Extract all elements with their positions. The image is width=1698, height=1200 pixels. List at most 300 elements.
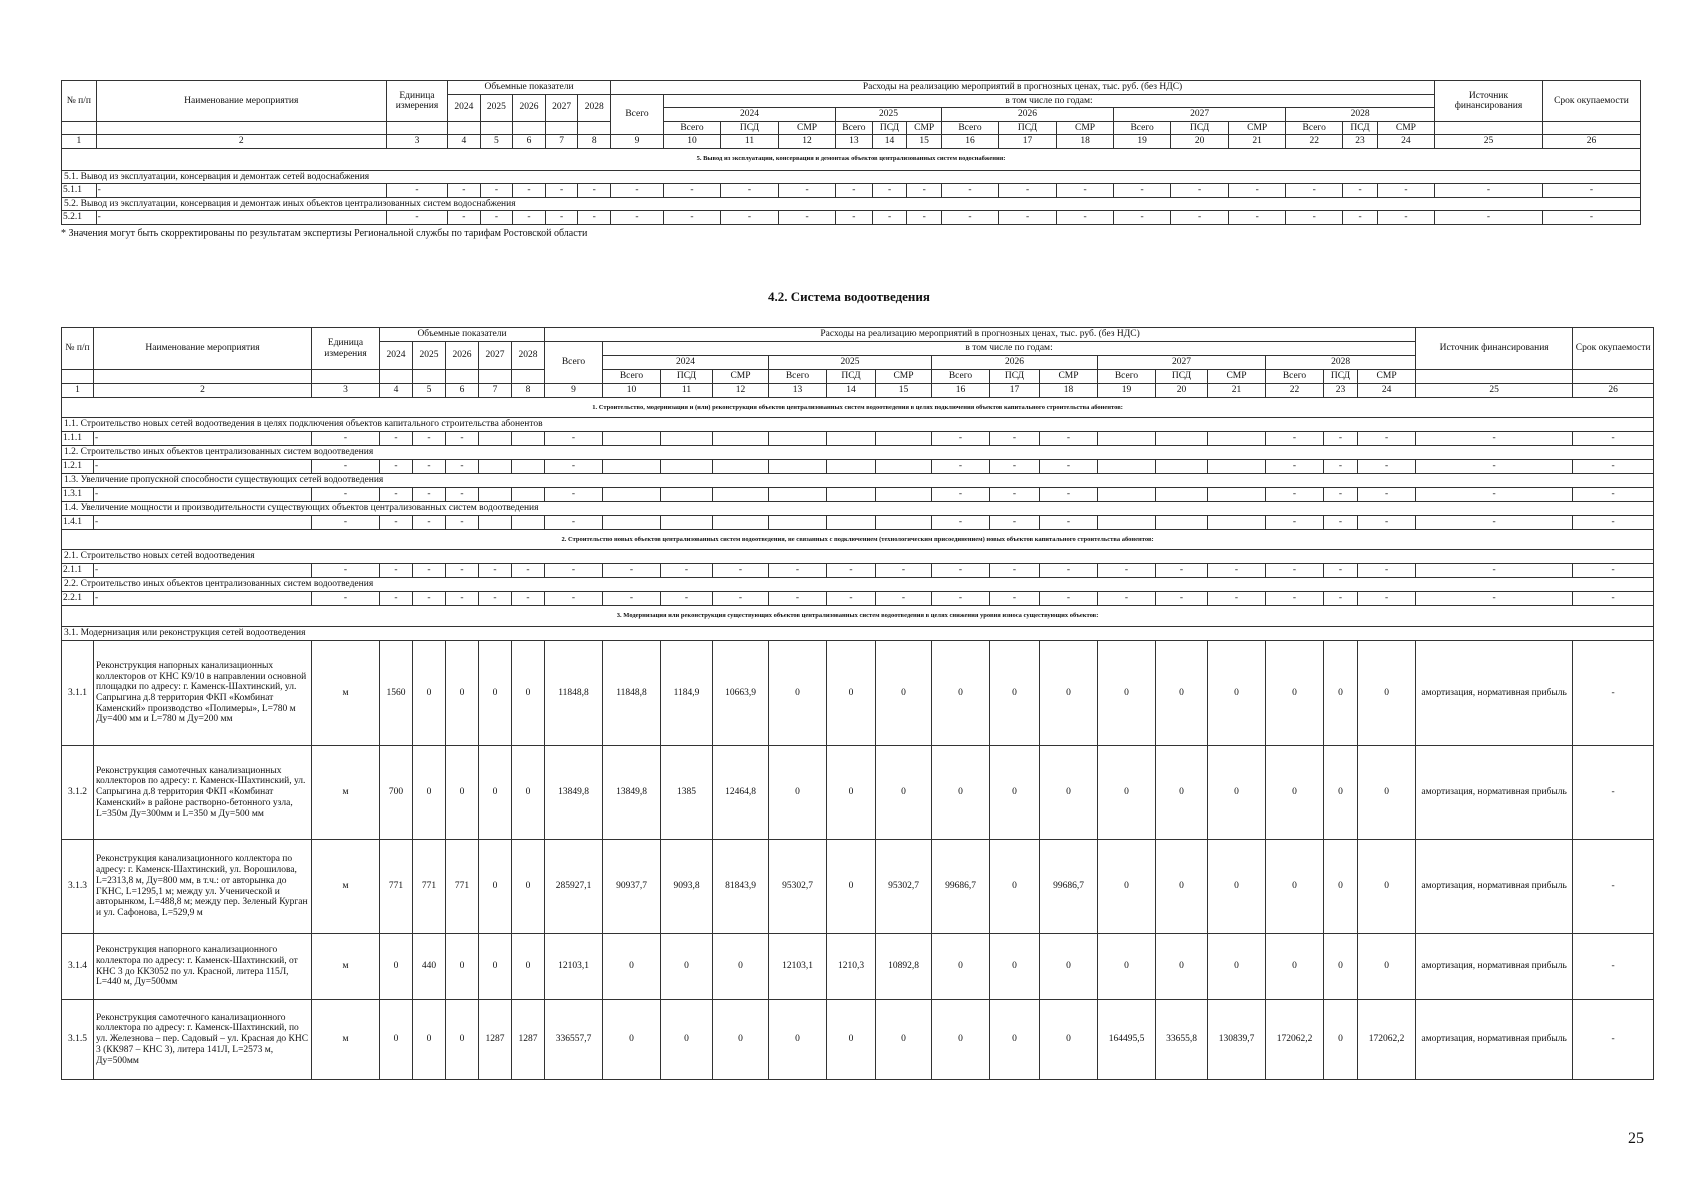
header-cell [1416,370,1573,384]
empty-cell [512,516,545,530]
dash-cell: - [1416,592,1573,606]
value-cell: 0 [1266,840,1324,934]
value-cell: 0 [1266,746,1324,840]
table-row [62,592,1654,606]
header-psd: ПСД [1156,370,1208,384]
value-cell: 0 [446,641,479,746]
header-total: Всего [1098,370,1156,384]
dash-cell: - [1208,592,1266,606]
dash-cell: - [1040,488,1098,502]
header-by-year: в том числе по годам: [603,342,1416,356]
dash-cell: - [1040,516,1098,530]
dash-cell: - [545,432,603,446]
header-psd: ПСД [1343,121,1378,135]
dash-cell: - [1324,516,1358,530]
header-cell [480,121,513,135]
value-cell: 0 [827,840,876,934]
header-total: Всего [663,121,720,135]
dash-cell: - [941,211,998,225]
empty-cell [1098,460,1156,474]
dash-cell: - [603,592,661,606]
column-number: 1 [62,384,94,398]
value-cell: 0 [713,934,769,1000]
dash-cell: - [386,184,447,198]
dash-cell: - [1358,516,1416,530]
value-cell: 0 [512,934,545,1000]
row-source: амортизация, нормативная прибыль [1416,641,1573,746]
row-source: амортизация, нормативная прибыль [1416,840,1573,934]
column-number: 9 [611,135,664,149]
section-title: 1. Строительство, модернизация и (или) реконструкция объектов централизованных систем водоотведения в целях подключения объектов капитального строительства абонентов: [62,398,1654,418]
column-number: 12 [713,384,769,398]
header-year: 2026 [941,108,1113,122]
value-cell: 0 [876,1000,932,1080]
dash-cell: - [1358,592,1416,606]
dash-cell: - [1156,592,1208,606]
column-numbers-row [62,135,1641,149]
empty-cell [1098,516,1156,530]
dash-cell: - [513,184,546,198]
dash-cell: - [663,184,720,198]
header-num: № п/п [62,81,97,122]
dash-cell: - [990,432,1040,446]
empty-cell [1156,460,1208,474]
table-row [62,488,1654,502]
header-source: Источник финансирования [1435,81,1543,122]
row-name: Реконструкция напорного канализационного коллектора по адресу: г. Каменск-Шахтинский, от КНС 3 до КК3052 по ул. Красной, литера 115Л, L=440 м, Ду=500мм [94,934,312,1000]
dash-cell: - [312,460,380,474]
row-number: 1.4.1 [62,516,94,530]
header-payback: Срок окупаемости [1542,81,1640,122]
value-cell: 12103,1 [545,934,603,1000]
dash-cell: - [1573,432,1654,446]
header-total: Всего [611,94,664,135]
dash-cell: - [779,211,836,225]
column-number: 18 [1057,135,1114,149]
dash-cell: - [380,564,413,578]
row-name: Реконструкция напорных канализационных коллекторов от КНС К9/10 в направлении основной площадки по адресу: г. Каменск-Шахтинский, ул. Сапрыгина д.8 территория ФКП «Комбинат Каменский» производство «Полимеры», L=780 м Ду=400 мм и L=780 м Ду=200 мм [94,641,312,746]
dash-cell: - [1266,516,1324,530]
empty-cell [1098,432,1156,446]
dash-cell: - [827,592,876,606]
row-unit: м [312,934,380,1000]
header-psd: ПСД [872,121,907,135]
value-cell: 0 [769,1000,827,1080]
dash-cell: - [769,564,827,578]
value-cell: 0 [1324,934,1358,1000]
dash-cell: - [312,592,380,606]
dash-cell: - [663,211,720,225]
dash-cell: - [1343,184,1378,198]
value-cell: 0 [479,641,512,746]
dash-cell: - [1057,184,1114,198]
dash-cell: - [545,592,603,606]
row-payback: - [1573,1000,1654,1080]
column-number: 15 [907,135,942,149]
dash-cell: - [512,592,545,606]
header-smr: СМР [1040,370,1098,384]
row-number: 5.1.1 [62,184,97,198]
header-total: Всего [941,121,998,135]
dash-cell: - [380,488,413,502]
value-cell: 0 [876,641,932,746]
value-cell: 0 [990,1000,1040,1080]
header-name: Наименование мероприятия [96,81,386,122]
header-year: 2027 [1098,356,1266,370]
value-cell: 0 [990,840,1040,934]
value-cell: 0 [479,934,512,1000]
dash-cell: - [1266,564,1324,578]
table-row [62,1000,1654,1080]
dash-cell: - [545,460,603,474]
dash-cell: - [413,432,446,446]
dash-cell: - [578,184,611,198]
dash-cell: - [1040,460,1098,474]
header-cell [1573,370,1654,384]
row-name: - [94,564,312,578]
value-cell: 9093,8 [661,840,713,934]
empty-cell [1156,488,1208,502]
value-cell: 0 [932,746,990,840]
empty-cell [769,516,827,530]
dash-cell: - [720,184,778,198]
dash-cell: - [907,184,942,198]
header-smr: СМР [1377,121,1434,135]
header-year: 2025 [480,94,513,121]
row-number: 2.2.1 [62,592,94,606]
dash-cell: - [990,564,1040,578]
value-cell: 0 [1358,840,1416,934]
column-number: 3 [386,135,447,149]
value-cell: 0 [1040,1000,1098,1080]
value-cell: 0 [413,746,446,840]
value-cell: 0 [1324,641,1358,746]
dash-cell: - [1156,564,1208,578]
subsection-title: 2.1. Строительство новых сетей водоотведения [62,550,1654,564]
header-cell [380,370,413,384]
value-cell: 0 [512,840,545,934]
dash-cell: - [907,211,942,225]
table-row [62,432,1654,446]
column-number: 25 [1435,135,1543,149]
dash-cell: - [932,460,990,474]
column-number: 2 [94,384,312,398]
table-row [62,211,1641,225]
column-number: 13 [836,135,873,149]
header-year: 2028 [578,94,611,121]
header-cell [96,121,386,135]
header-source: Источник финансирования [1416,328,1573,370]
empty-cell [713,488,769,502]
dash-cell: - [545,564,603,578]
empty-cell [1208,516,1266,530]
header-year: 2024 [603,356,769,370]
row-name: - [94,516,312,530]
dash-cell: - [545,184,578,198]
value-cell: 0 [1040,641,1098,746]
value-cell: 1210,3 [827,934,876,1000]
dash-cell: - [1416,488,1573,502]
dash-cell: - [1542,211,1640,225]
header-smr: СМР [779,121,836,135]
header-psd: ПСД [1171,121,1229,135]
dash-cell: - [448,211,481,225]
dash-cell: - [779,184,836,198]
value-cell: 0 [932,641,990,746]
empty-cell [713,516,769,530]
header-costs: Расходы на реализацию мероприятий в прогнозных ценах, тыс. руб. (без НДС) [611,81,1435,95]
table-row [62,460,1654,474]
value-cell: 0 [1324,746,1358,840]
value-cell: 99686,7 [932,840,990,934]
dash-cell: - [769,592,827,606]
column-number: 11 [720,135,778,149]
empty-cell [1208,460,1266,474]
dash-cell: - [1343,211,1378,225]
value-cell: 0 [1208,840,1266,934]
dash-cell: - [513,211,546,225]
dash-cell: - [380,516,413,530]
value-cell: 1287 [479,1000,512,1080]
value-cell: 0 [932,934,990,1000]
empty-cell [713,432,769,446]
header-cell [1542,121,1640,135]
row-unit: м [312,840,380,934]
empty-cell [769,460,827,474]
column-number: 10 [663,135,720,149]
empty-cell [876,432,932,446]
column-number: 23 [1343,135,1378,149]
column-number: 17 [999,135,1057,149]
dash-cell: - [932,432,990,446]
value-cell: 0 [1098,746,1156,840]
value-cell: 0 [1098,641,1156,746]
dash-cell: - [1266,488,1324,502]
table-row [62,934,1654,1000]
row-payback: - [1573,934,1654,1000]
header-year: 2024 [448,94,481,121]
header-volume: Объемные показатели [380,328,545,342]
row-source: амортизация, нормативная прибыль [1416,746,1573,840]
column-number: 5 [413,384,446,398]
header-costs: Расходы на реализацию мероприятий в прогнозных ценах, тыс. руб. (без НДС) [545,328,1416,342]
header-cell [62,370,94,384]
subsection-title: 5.2. Вывод из эксплуатации, консервация и демонтаж иных объектов централизованных систем водоснабжения [62,197,1641,211]
dash-cell: - [932,564,990,578]
table-row [62,516,1654,530]
dash-cell: - [446,516,479,530]
row-unit: м [312,641,380,746]
header-smr: СМР [1229,121,1286,135]
header-year: 2024 [380,342,413,370]
column-number: 2 [96,135,386,149]
dash-cell: - [446,564,479,578]
row-number: 3.1.5 [62,1000,94,1080]
dash-cell: - [990,592,1040,606]
value-cell: 0 [1358,746,1416,840]
dash-cell: - [413,592,446,606]
empty-cell [512,488,545,502]
dash-cell: - [446,592,479,606]
subsection-title: 5.1. Вывод из эксплуатации, консервация и демонтаж сетей водоснабжения [62,170,1641,184]
value-cell: 0 [479,840,512,934]
header-total: Всего [545,342,603,384]
dash-cell: - [603,564,661,578]
row-number: 1.2.1 [62,460,94,474]
value-cell: 0 [1156,746,1208,840]
dash-cell: - [1266,432,1324,446]
dash-cell: - [1114,211,1171,225]
row-name: - [96,184,386,198]
value-cell: 0 [603,934,661,1000]
header-year: 2027 [1114,108,1286,122]
header-cell [312,370,380,384]
dash-cell: - [386,211,447,225]
value-cell: 99686,7 [1040,840,1098,934]
dash-cell: - [1358,460,1416,474]
dash-cell: - [1358,432,1416,446]
column-number: 26 [1573,384,1654,398]
dash-cell: - [1114,184,1171,198]
empty-cell [603,516,661,530]
page-number: 25 [1628,1130,1644,1147]
header-cell [94,370,312,384]
header-year: 2027 [479,342,512,370]
header-cell [413,370,446,384]
empty-cell [661,516,713,530]
row-number: 1.3.1 [62,488,94,502]
empty-cell [827,432,876,446]
column-number: 6 [513,135,546,149]
header-unit: Единица измерения [312,328,380,370]
header-psd: ПСД [1324,370,1358,384]
dash-cell: - [545,211,578,225]
header-psd: ПСД [661,370,713,384]
subsection-title: 2.2. Строительство иных объектов централизованных систем водоотведения [62,578,1654,592]
column-number: 15 [876,384,932,398]
dash-cell: - [713,592,769,606]
section-heading: 4.2. Система водоотведения [768,289,930,304]
value-cell: 1560 [380,641,413,746]
dash-cell: - [480,211,513,225]
header-num: № п/п [62,328,94,370]
value-cell: 0 [827,746,876,840]
value-cell: 0 [713,1000,769,1080]
header-cell [386,121,447,135]
header-year: 2024 [663,108,835,122]
column-number: 9 [545,384,603,398]
dash-cell: - [380,460,413,474]
dash-cell: - [1573,592,1654,606]
value-cell: 0 [1324,840,1358,934]
table-row [62,641,1654,746]
column-number: 21 [1208,384,1266,398]
dash-cell: - [545,488,603,502]
subsection-title: 1.2. Строительство иных объектов централизованных систем водоотведения [62,446,1654,460]
dash-cell: - [1286,211,1343,225]
value-cell: 771 [446,840,479,934]
value-cell: 172062,2 [1358,1000,1416,1080]
section-title: 5. Вывод из эксплуатации, консервация и демонтаж объектов централизованных систем водоснабжения: [62,148,1641,170]
column-number: 13 [769,384,827,398]
value-cell: 0 [769,641,827,746]
header-year: 2026 [513,94,546,121]
dash-cell: - [713,564,769,578]
header-smr: СМР [876,370,932,384]
empty-cell [827,488,876,502]
value-cell: 95302,7 [876,840,932,934]
dash-cell: - [1416,432,1573,446]
empty-cell [713,460,769,474]
row-payback: - [1573,746,1654,840]
header-payback: Срок окупаемости [1573,328,1654,370]
empty-cell [512,432,545,446]
header-total: Всего [769,370,827,384]
dash-cell: - [1416,460,1573,474]
empty-cell [479,488,512,502]
value-cell: 440 [413,934,446,1000]
header-smr: СМР [1358,370,1416,384]
empty-cell [603,432,661,446]
value-cell: 0 [1098,840,1156,934]
value-cell: 12103,1 [769,934,827,1000]
column-number: 20 [1156,384,1208,398]
value-cell: 0 [380,1000,413,1080]
dash-cell: - [1358,488,1416,502]
subsection-title: 3.1. Модернизация или реконструкция сетей водоотведения [62,627,1654,641]
header-smr: СМР [907,121,942,135]
value-cell: 0 [1156,641,1208,746]
footnote: * Значения могут быть скорректированы по результатам экспертизы Региональной службы по тарифам Ростовской области [61,228,588,239]
dash-cell: - [312,516,380,530]
dash-cell: - [446,488,479,502]
table-wastewater-measures [61,327,1654,1080]
dash-cell: - [1573,488,1654,502]
header-cell [446,370,479,384]
value-cell: 0 [1040,746,1098,840]
value-cell: 0 [1156,934,1208,1000]
dash-cell: - [932,592,990,606]
dash-cell: - [941,184,998,198]
column-number: 7 [545,135,578,149]
dash-cell: - [990,516,1040,530]
dash-cell: - [1098,564,1156,578]
row-unit: м [312,1000,380,1080]
empty-cell [661,488,713,502]
dash-cell: - [661,592,713,606]
subsection-title: 1.3. Увеличение пропускной способности существующих сетей водоотведения [62,474,1654,488]
dash-cell: - [1057,211,1114,225]
dash-cell: - [990,460,1040,474]
row-name: Реконструкция самотечных канализационных коллекторов по адресу: г. Каменск-Шахтинский, ул. Сапрыгина д.8 территория ФКП «Комбинат Каменский» в районе растворно-бетонного узла, L=350м Ду=300мм и L=350 м Ду=500 мм [94,746,312,840]
header-year: 2025 [836,108,942,122]
header-total: Всего [836,121,873,135]
value-cell: 0 [1358,934,1416,1000]
dash-cell: - [1573,460,1654,474]
dash-cell: - [512,564,545,578]
header-year: 2026 [932,356,1098,370]
dash-cell: - [1208,564,1266,578]
dash-cell: - [1040,564,1098,578]
value-cell: 0 [661,1000,713,1080]
dash-cell: - [1573,516,1654,530]
row-source: амортизация, нормативная прибыль [1416,1000,1573,1080]
row-number: 3.1.1 [62,641,94,746]
column-number: 19 [1114,135,1171,149]
empty-cell [479,516,512,530]
empty-cell [479,460,512,474]
dash-cell: - [932,488,990,502]
